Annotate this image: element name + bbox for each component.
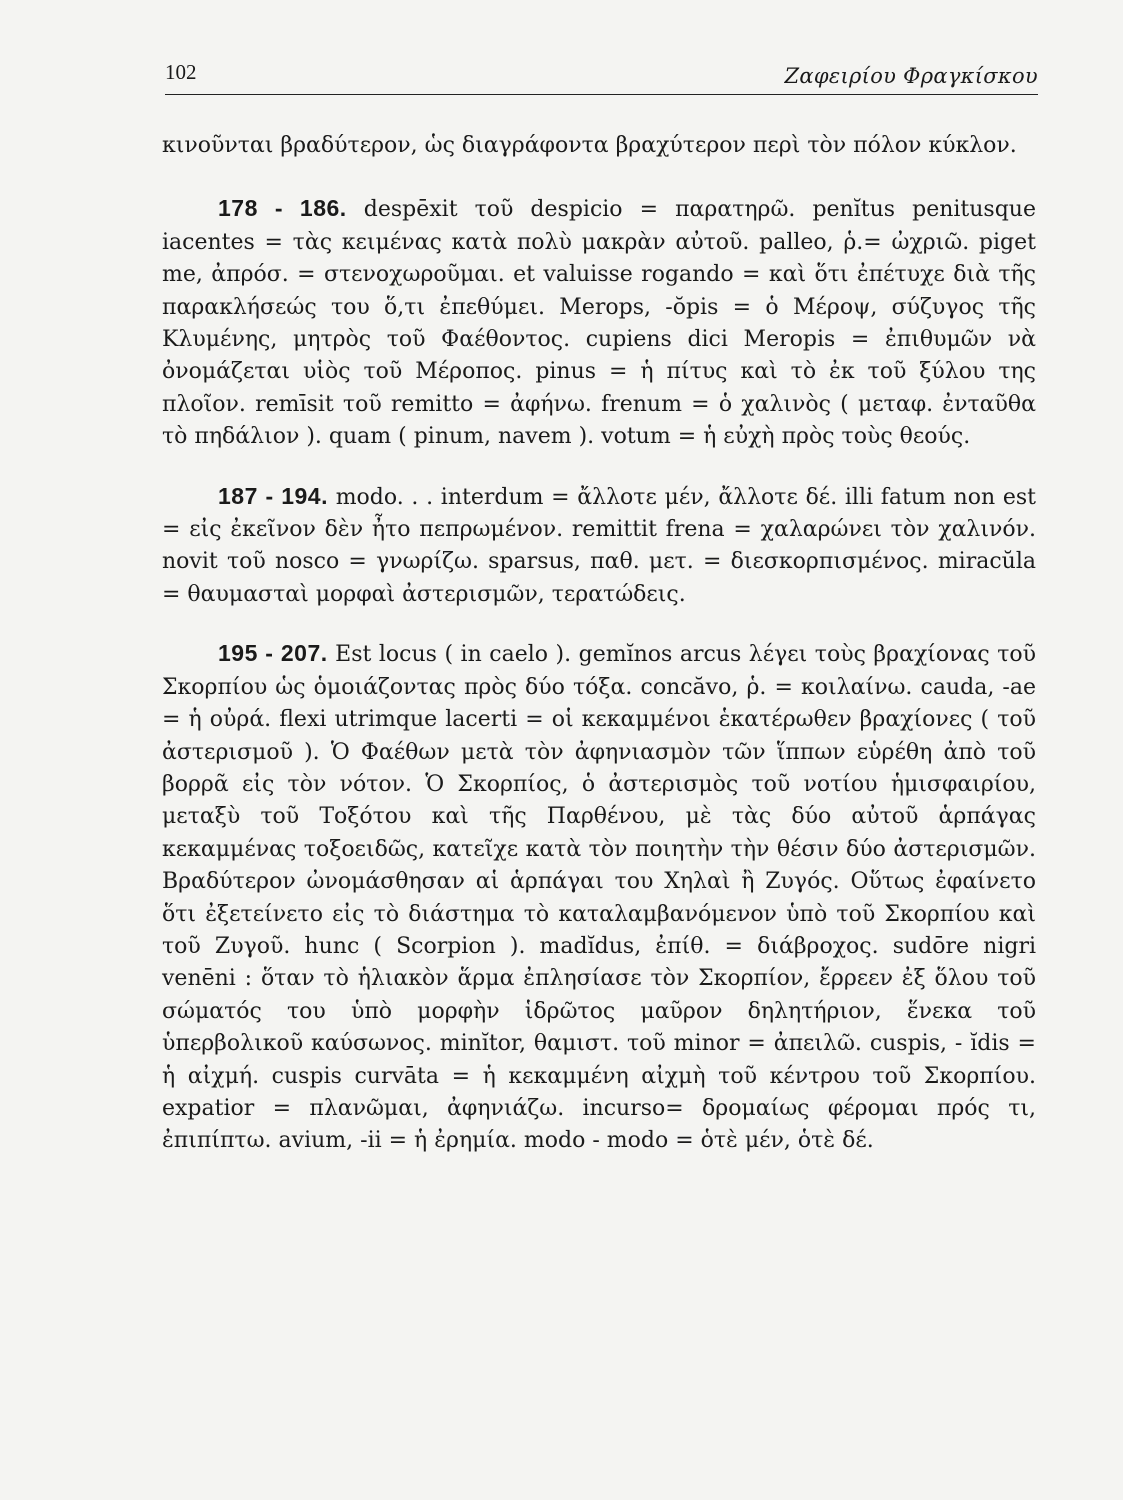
paragraph-text: modo. . . interdum = ἄλλοτε μέν, ἄλλοτε δέ. illi fatum non est = εἰς ἐκεῖνον δὲν ἦτο πεπρωμένον. remittit frena = χαλαρώνει τὸν χαλινόν. novit τοῦ nosco = γνωρίζω. sparsus, παθ. μετ. = διεσκορπισμένος. miracŭla = θαυμασταὶ μορφαὶ ἀστερισμῶν, τερατώδεις. <box>162 484 1036 607</box>
commentary-text <box>162 130 1036 1184</box>
page-number: 102 <box>165 60 197 84</box>
paragraph-entry-187-194 <box>162 480 1036 612</box>
paragraph-entry-195-207 <box>162 637 1036 1158</box>
paragraph-continuation <box>162 130 1036 162</box>
paragraph-text: κινοῦνται βραδύτερον, ὡς διαγράφοντα βραχύτερον περὶ τὸν πόλον κύκλον. <box>162 133 1017 158</box>
verse-reference: 178 - 186. <box>218 195 347 222</box>
page-header <box>165 58 1038 95</box>
paragraph-entry-178-186 <box>162 192 1036 453</box>
paragraph-text: despēxit τοῦ despicio = παρατηρῶ. penĭtus penitusque iacentes = τὰς κειμένας κατὰ πολὺ μακρὰν αὐτοῦ. palleo, ῥ.= ὠχριῶ. piget me, ἀπρόσ. = στενοχωροῦμαι. et valuisse rogando = καὶ ὅτι ἐπέτυχε διὰ τῆς παρακλήσεώς του ὅ,τι ἐπεθύμει. Merops, -ŏpis = ὁ Μέροψ, σύζυγος τῆς Κλυμένης, μητρὸς τοῦ Φαέθοντος. cupiens dici Meropis = ἐπιθυμῶν νὰ ὀνομάζεται υἱὸς τοῦ Μέροπος. pinus = ἡ πίτυς καὶ τὸ ἐκ τοῦ ξύλου της πλοῖον. remīsit τοῦ remitto = ἀφήνω. frenum = ὁ χαλινὸς ( μεταφ. ἐνταῦθα τὸ πηδάλιον ). quam ( pinum, navem ). votum = ἡ εὐχὴ πρὸς τοὺς θεούς. <box>162 197 1036 450</box>
verse-reference: 187 - 194. <box>218 482 328 509</box>
running-head: Ζαφειρίου Φραγκίσκου <box>784 64 1038 88</box>
verse-reference: 195 - 207. <box>218 640 328 667</box>
paragraph-text: Est locus ( in caelo ). gemĭnos arcus λέγει τοὺς βραχίονας τοῦ Σκορπίου ὡς ὁμοιάζοντας πρὸς δύο τόξα. concăvo, ῥ. = κοιλαίνω. cauda, -ae = ἡ οὐρά. flexi utrimque lacerti = οἱ κεκαμμένοι ἑκατέρωθεν βραχίονες ( τοῦ ἀστερισμοῦ ). Ὁ Φαέθων μετὰ τὸν ἀφηνιασμὸν τῶν ἵππων εὑρέθη ἀπὸ τοῦ βορρᾶ εἰς τὸν νότον. Ὁ Σκορπίος, ὁ ἀστερισμὸς τοῦ νοτίου ἡμισφαιρίου, μεταξὺ τοῦ Τοξότου καὶ τῆς Παρθένου, μὲ τὰς δύο αὐτοῦ ἁρπάγας κεκαμμένας τοξοειδῶς, κατεῖχε κατὰ τὸν ποιητὴν τὴν θέσιν δύο ἀστερισμῶν. Βραδύτερον ὠνομάσθησαν αἱ ἁρπάγαι του Χηλαὶ ἢ Ζυγός. Οὕτως ἐφαίνετο ὅτι ἐξετείνετο εἰς τὸ διάστημα τὸ καταλαμβανόμενον ὑπὸ τοῦ Σκορπίου καὶ τοῦ Ζυγοῦ. hunc ( Scorpion ). madĭdus, ἐπίθ. = διάβροχος. sudōre nigri venēni : ὅταν τὸ ἡλιακὸν ἅρμα ἐπλησίασε τὸν Σκορπίον, ἔρρεεν ἐξ ὅλου τοῦ σώματός του ὑπὸ μορφὴν ἱδρῶτος μαῦρον δηλητήριον, ἕνεκα τοῦ ὑπερβολικοῦ καύσωνος. minĭtor, θαμιστ. τοῦ minor = ἀπειλῶ. cuspis, - ĭdis = ἡ αἰχμή. cuspis curvāta = ἡ κεκαμμένη αἰχμὴ τοῦ κέντρου τοῦ Σκορπίου. expatior = πλανῶμαι, ἀφηνιάζω. incurso= δρομαίως φέρομαι πρός τι, ἐπιπίπτω. avium, -ii = ἡ ἐρημία. modo - modo = ὁτὲ μέν, ὁτὲ δέ. <box>162 642 1037 1154</box>
